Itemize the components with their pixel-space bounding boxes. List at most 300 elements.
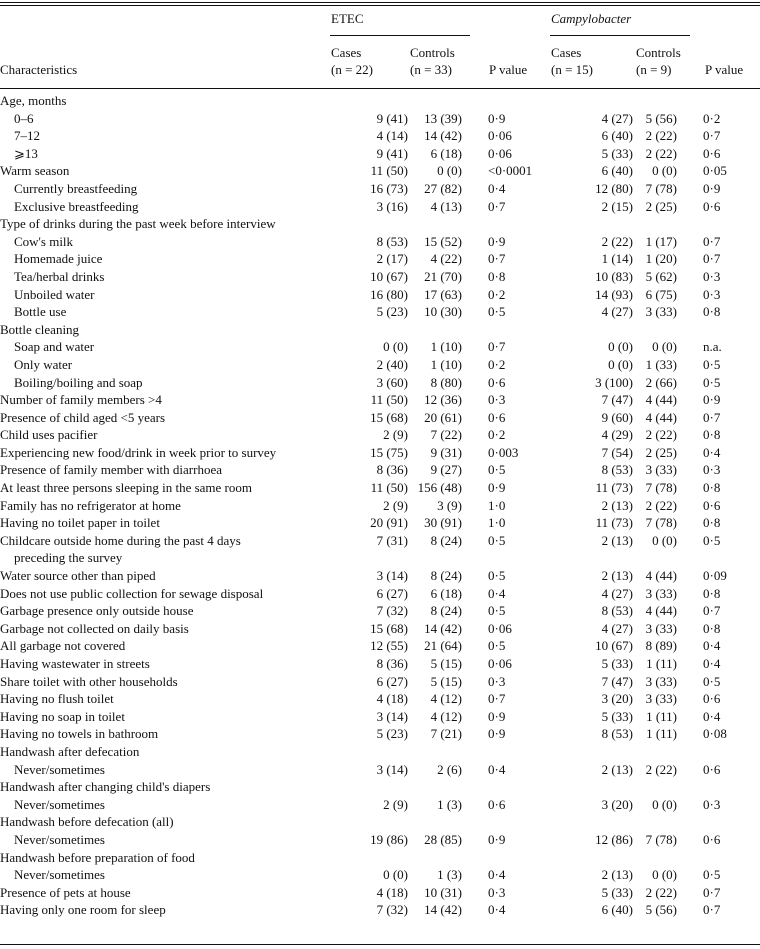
cell-camp-pvalue: [703, 321, 760, 339]
cell-camp-controls: [635, 602, 703, 620]
cell-etec-controls: [410, 356, 488, 374]
row-label: [0, 145, 330, 163]
cell-value: 6 (27): [376, 673, 408, 689]
cell-etec-cases: [330, 391, 410, 409]
cell-etec-pvalue: [488, 338, 550, 356]
row-label-text: Type of drinks during the past week before interview: [0, 216, 276, 232]
cell-value: 12 (55): [370, 638, 408, 654]
cell-etec-pvalue: [488, 620, 550, 638]
cell-etec-controls: [410, 690, 488, 708]
cell-camp-cases: [550, 673, 635, 691]
cell-etec-cases: [330, 866, 410, 884]
cell-value: 1 (10): [430, 356, 462, 372]
row-label: [0, 743, 330, 761]
row-label: [0, 497, 330, 515]
cell-value: 7 (32): [376, 902, 408, 918]
row-label: [0, 479, 330, 497]
cell-value: 7 (54): [601, 444, 633, 460]
row-label: [0, 567, 330, 585]
header-rule: [0, 88, 760, 89]
row-label: [0, 549, 330, 567]
cell-etec-pvalue: [488, 286, 550, 304]
row-label-text: Soap and water: [14, 339, 95, 355]
cell-camp-controls: [635, 198, 703, 216]
cell-camp-pvalue: [703, 778, 760, 796]
cell-camp-controls: [635, 145, 703, 163]
cell-value: 6 (40): [601, 163, 633, 179]
cell-value: 6 (40): [601, 902, 633, 918]
cell-etec-controls: [410, 743, 488, 761]
cell-camp-pvalue: [703, 673, 760, 691]
cell-value: 0·2: [488, 286, 506, 302]
cell-value: 3 (14): [376, 708, 408, 724]
cell-value: 0·5: [703, 374, 721, 390]
cell-etec-cases: [330, 356, 410, 374]
cell-value: 0·7: [488, 691, 506, 707]
cell-value: 1·0: [488, 497, 506, 513]
cell-camp-cases: [550, 497, 635, 515]
cell-camp-pvalue: [703, 849, 760, 867]
etec-span-rule: [330, 35, 470, 36]
cell-camp-controls: [635, 585, 703, 603]
row-label: [0, 426, 330, 444]
cell-value: 15 (52): [424, 233, 462, 249]
cell-value: 9 (60): [601, 409, 633, 425]
cell-value: 0·7: [703, 233, 721, 249]
cell-camp-controls: [635, 497, 703, 515]
cell-value: 0·3: [703, 796, 721, 812]
cell-camp-controls: [635, 549, 703, 567]
cell-camp-cases: [550, 514, 635, 532]
row-label: [0, 92, 330, 110]
cell-value: 0·7: [703, 128, 721, 144]
table-row: [0, 391, 760, 409]
row-label: [0, 162, 330, 180]
cell-value: 0·3: [488, 392, 506, 408]
row-label: [0, 602, 330, 620]
cell-value: 0·5: [703, 673, 721, 689]
cell-camp-cases: [550, 725, 635, 743]
col-header-camp-controls-n: (n = 9): [636, 62, 672, 77]
cell-value: 14 (42): [424, 128, 462, 144]
row-label-text: Handwash before defecation (all): [0, 814, 174, 830]
cell-value: 0 (0): [437, 163, 462, 179]
cell-value: 5 (33): [601, 145, 633, 161]
cell-value: 0·4: [703, 656, 721, 671]
cell-etec-controls: [410, 110, 488, 128]
cell-value: 0·4: [703, 708, 721, 724]
cell-camp-cases: [550, 901, 635, 919]
table-row: [0, 532, 760, 550]
cell-value: 4 (13): [430, 198, 462, 214]
cell-camp-controls: [635, 391, 703, 409]
cell-camp-cases: [550, 866, 635, 884]
cell-camp-controls: [635, 884, 703, 902]
cell-etec-controls: [410, 215, 488, 233]
cell-camp-cases: [550, 198, 635, 216]
cell-value: 30 (91): [424, 515, 462, 531]
table-row: [0, 215, 760, 233]
cell-value: 5 (62): [645, 268, 677, 284]
cell-value: 19 (86): [370, 831, 408, 847]
row-label: [0, 866, 330, 884]
cell-etec-pvalue: [488, 391, 550, 409]
row-label: [0, 250, 330, 268]
cell-value: 1 (14): [601, 251, 633, 267]
cell-value: 0·8: [703, 427, 721, 443]
cell-etec-pvalue: [488, 409, 550, 427]
cell-value: 11 (73): [595, 480, 633, 496]
cell-value: 0 (0): [652, 867, 677, 883]
cell-camp-cases: [550, 215, 635, 233]
cell-camp-pvalue: [703, 391, 760, 409]
cell-camp-controls: [635, 162, 703, 180]
cell-camp-cases: [550, 426, 635, 444]
cell-etec-controls: [410, 338, 488, 356]
table-row: [0, 321, 760, 339]
cell-value: 4 (12): [430, 708, 462, 724]
row-label-text: preceding the survey: [14, 550, 123, 566]
row-label-text: Having only one room for sleep: [0, 902, 166, 918]
cell-etec-pvalue: [488, 585, 550, 603]
cell-value: 28 (85): [424, 831, 462, 847]
cell-etec-cases: [330, 761, 410, 779]
cell-camp-cases: [550, 602, 635, 620]
cell-value: 2 (17): [376, 251, 408, 267]
table-row: [0, 497, 760, 515]
row-label-text: Does not use public collection for sewage disposal: [0, 585, 264, 601]
cell-value: 2 (13): [601, 761, 633, 777]
top-rule: [0, 2, 760, 3]
cell-etec-pvalue: [488, 567, 550, 585]
cell-value: 3 (33): [645, 304, 677, 320]
cell-value: 3 (14): [376, 761, 408, 777]
cell-etec-cases: [330, 92, 410, 110]
cell-etec-pvalue: [488, 796, 550, 814]
cell-value: 1 (3): [437, 867, 462, 883]
group-header-campylobacter: Campylobacter: [551, 11, 632, 26]
cell-camp-pvalue: [703, 479, 760, 497]
cell-camp-controls: [635, 708, 703, 726]
cell-value: 0·09: [703, 568, 727, 584]
cell-value: 20 (91): [370, 515, 408, 531]
cell-camp-pvalue: [703, 162, 760, 180]
row-label: [0, 884, 330, 902]
cell-camp-pvalue: [703, 356, 760, 374]
cell-etec-cases: [330, 831, 410, 849]
cell-value: 3 (9): [437, 497, 462, 513]
table-row: [0, 145, 760, 163]
cell-camp-pvalue: [703, 145, 760, 163]
cell-value: 0·4: [488, 867, 506, 883]
cell-camp-cases: [550, 813, 635, 831]
cell-value: 0·5: [488, 603, 506, 619]
cell-value: 2 (6): [437, 761, 462, 777]
row-label: [0, 813, 330, 831]
cell-etec-pvalue: [488, 92, 550, 110]
row-label: [0, 849, 330, 867]
top-rule-double: [0, 5, 760, 6]
cell-value: 0·3: [703, 462, 721, 478]
cell-etec-pvalue: [488, 162, 550, 180]
cell-value: 156 (48): [417, 480, 462, 496]
row-label: [0, 673, 330, 691]
cell-value: 0 (0): [383, 339, 408, 355]
cell-etec-pvalue: [488, 497, 550, 515]
cell-camp-pvalue: [703, 444, 760, 462]
cell-value: 8 (24): [430, 603, 462, 619]
cell-value: 5 (56): [645, 902, 677, 918]
cell-etec-cases: [330, 532, 410, 550]
cell-etec-controls: [410, 426, 488, 444]
cell-value: 2 (40): [376, 356, 408, 372]
cell-etec-pvalue: [488, 479, 550, 497]
row-label-text: Having no soap in toilet: [0, 708, 125, 724]
cell-camp-cases: [550, 127, 635, 145]
cell-camp-controls: [635, 338, 703, 356]
cell-camp-cases: [550, 110, 635, 128]
cell-value: 8 (24): [430, 568, 462, 584]
cell-camp-controls: [635, 461, 703, 479]
cell-value: 4 (12): [430, 691, 462, 707]
row-label: [0, 514, 330, 532]
row-label-text: All garbage not covered: [0, 638, 126, 654]
cell-value: 2 (22): [645, 497, 677, 513]
cell-value: 2 (22): [645, 884, 677, 900]
cell-value: 2 (13): [601, 532, 633, 548]
row-label-text: Having wastewater in streets: [0, 656, 150, 671]
cell-camp-cases: [550, 92, 635, 110]
row-label-text: Currently breastfeeding: [14, 180, 138, 196]
cell-value: 5 (33): [601, 656, 633, 671]
cell-value: 7 (78): [645, 831, 677, 847]
row-label: [0, 268, 330, 286]
cell-etec-controls: [410, 849, 488, 867]
cell-camp-pvalue: [703, 92, 760, 110]
row-label-text: Presence of child aged <5 years: [0, 409, 166, 425]
cell-value: 8 (53): [601, 603, 633, 619]
cell-etec-pvalue: [488, 321, 550, 339]
cell-value: 0·2: [703, 110, 721, 126]
cell-value: 14 (93): [595, 286, 633, 302]
cell-camp-cases: [550, 268, 635, 286]
cell-etec-cases: [330, 426, 410, 444]
cell-camp-controls: [635, 637, 703, 655]
cell-value: 21 (64): [424, 638, 462, 654]
cell-value: 12 (80): [595, 180, 633, 196]
cell-etec-pvalue: [488, 673, 550, 691]
cell-value: 0·8: [703, 515, 721, 531]
cell-etec-controls: [410, 92, 488, 110]
cell-etec-pvalue: [488, 831, 550, 849]
cell-value: 1 (20): [645, 251, 677, 267]
table-row: [0, 92, 760, 110]
row-label: [0, 761, 330, 779]
cell-etec-cases: [330, 127, 410, 145]
cell-etec-cases: [330, 602, 410, 620]
cell-camp-controls: [635, 831, 703, 849]
cell-value: 3 (20): [601, 796, 633, 812]
cell-value: 0·6: [488, 409, 506, 425]
cell-etec-controls: [410, 585, 488, 603]
cell-value: 9 (41): [376, 110, 408, 126]
table-row: [0, 303, 760, 321]
row-label-text: Share toilet with other households: [0, 673, 178, 689]
cell-etec-pvalue: [488, 849, 550, 867]
row-label: [0, 409, 330, 427]
cell-etec-cases: [330, 901, 410, 919]
cell-etec-pvalue: [488, 215, 550, 233]
cell-etec-pvalue: [488, 884, 550, 902]
cell-value: 0·3: [488, 884, 506, 900]
cell-value: 10 (31): [424, 884, 462, 900]
cell-etec-controls: [410, 233, 488, 251]
row-label: [0, 391, 330, 409]
cell-etec-controls: [410, 761, 488, 779]
cell-value: 5 (15): [430, 673, 462, 689]
cell-camp-pvalue: [703, 409, 760, 427]
cell-value: 3 (33): [645, 462, 677, 478]
cell-value: 6 (18): [430, 145, 462, 161]
cell-camp-cases: [550, 338, 635, 356]
cell-value: 4 (44): [645, 409, 677, 425]
cell-value: 0·7: [488, 251, 506, 267]
cell-value: 0·4: [703, 444, 721, 460]
row-label-text: Exclusive breastfeeding: [14, 198, 139, 214]
cell-value: 0·2: [488, 427, 506, 443]
row-label: [0, 198, 330, 216]
cell-etec-pvalue: [488, 637, 550, 655]
cell-camp-cases: [550, 637, 635, 655]
cell-etec-cases: [330, 303, 410, 321]
table-row: [0, 127, 760, 145]
cell-camp-pvalue: [703, 567, 760, 585]
cell-value: 0·5: [488, 638, 506, 654]
cell-camp-controls: [635, 215, 703, 233]
cell-value: 0·9: [488, 480, 506, 496]
cell-etec-cases: [330, 250, 410, 268]
cell-etec-cases: [330, 268, 410, 286]
cell-camp-controls: [635, 426, 703, 444]
table-row: [0, 743, 760, 761]
cell-value: 6 (40): [601, 128, 633, 144]
cell-value: 11 (73): [595, 515, 633, 531]
cell-value: 7 (32): [376, 603, 408, 619]
cell-camp-cases: [550, 303, 635, 321]
cell-value: 0 (0): [652, 532, 677, 548]
cell-value: 8 (89): [645, 638, 677, 654]
cell-camp-controls: [635, 778, 703, 796]
row-label-text: At least three persons sleeping in the same room: [0, 480, 252, 496]
row-label-text: Having no flush toilet: [0, 691, 114, 707]
cell-etec-cases: [330, 479, 410, 497]
cell-value: 0 (0): [652, 339, 677, 355]
row-label: [0, 233, 330, 251]
row-label-text: Homemade juice: [14, 251, 103, 267]
col-header-etec-cases: Cases: [331, 45, 362, 60]
cell-value: 0·7: [488, 198, 506, 214]
row-label: [0, 338, 330, 356]
cell-camp-pvalue: [703, 532, 760, 550]
row-label: [0, 585, 330, 603]
cell-value: 5 (33): [601, 884, 633, 900]
cell-camp-cases: [550, 444, 635, 462]
cell-value: 0·3: [703, 268, 721, 284]
cell-camp-controls: [635, 673, 703, 691]
cell-value: 5 (23): [376, 304, 408, 320]
table-row: [0, 233, 760, 251]
cell-value: 0·7: [703, 902, 721, 918]
cell-camp-controls: [635, 849, 703, 867]
cell-etec-pvalue: [488, 655, 550, 673]
row-label: [0, 461, 330, 479]
cell-camp-controls: [635, 374, 703, 392]
cell-camp-pvalue: [703, 602, 760, 620]
cell-camp-pvalue: [703, 725, 760, 743]
cell-camp-controls: [635, 268, 703, 286]
row-label-text: 7–12: [14, 128, 40, 144]
cell-value: 4 (29): [601, 427, 633, 443]
cell-value: 21 (70): [424, 268, 462, 284]
cell-etec-cases: [330, 620, 410, 638]
cell-camp-controls: [635, 743, 703, 761]
cell-value: 0·8: [703, 620, 721, 636]
table-row: [0, 356, 760, 374]
cell-value: 2 (13): [601, 497, 633, 513]
cell-value: 4 (27): [601, 110, 633, 126]
cell-value: 8 (36): [376, 462, 408, 478]
table-row: [0, 338, 760, 356]
cell-camp-controls: [635, 180, 703, 198]
cell-etec-pvalue: [488, 743, 550, 761]
row-label-text: Presence of family member with diarrhoea: [0, 462, 222, 478]
table-row: [0, 620, 760, 638]
row-label-text: Having no towels in bathroom: [0, 726, 159, 742]
cell-etec-controls: [410, 497, 488, 515]
cell-camp-cases: [550, 655, 635, 673]
cell-camp-pvalue: [703, 901, 760, 919]
cell-etec-cases: [330, 497, 410, 515]
cell-value: 8 (53): [601, 462, 633, 478]
cell-etec-pvalue: [488, 514, 550, 532]
cell-camp-pvalue: [703, 233, 760, 251]
cell-etec-controls: [410, 268, 488, 286]
cell-camp-controls: [635, 514, 703, 532]
cell-value: 9 (31): [430, 444, 462, 460]
table-row: [0, 884, 760, 902]
cell-etec-pvalue: [488, 268, 550, 286]
cell-etec-cases: [330, 796, 410, 814]
cell-etec-cases: [330, 409, 410, 427]
cell-etec-controls: [410, 567, 488, 585]
cell-camp-cases: [550, 180, 635, 198]
row-label: [0, 374, 330, 392]
row-label-text: Never/sometimes: [14, 867, 105, 883]
cell-camp-pvalue: [703, 215, 760, 233]
cell-etec-cases: [330, 233, 410, 251]
cell-camp-cases: [550, 884, 635, 902]
cell-value: 0·2: [488, 356, 506, 372]
row-label-text: Handwash after defecation: [0, 743, 140, 759]
cell-etec-controls: [410, 162, 488, 180]
row-label-text: Unboiled water: [14, 286, 95, 302]
col-header-camp-cases-n: (n = 15): [551, 62, 593, 77]
cell-value: 1·0: [488, 515, 506, 531]
cell-etec-controls: [410, 708, 488, 726]
cell-value: 10 (30): [424, 304, 462, 320]
cell-value: 4 (18): [376, 691, 408, 707]
cell-value: 5 (33): [601, 708, 633, 724]
